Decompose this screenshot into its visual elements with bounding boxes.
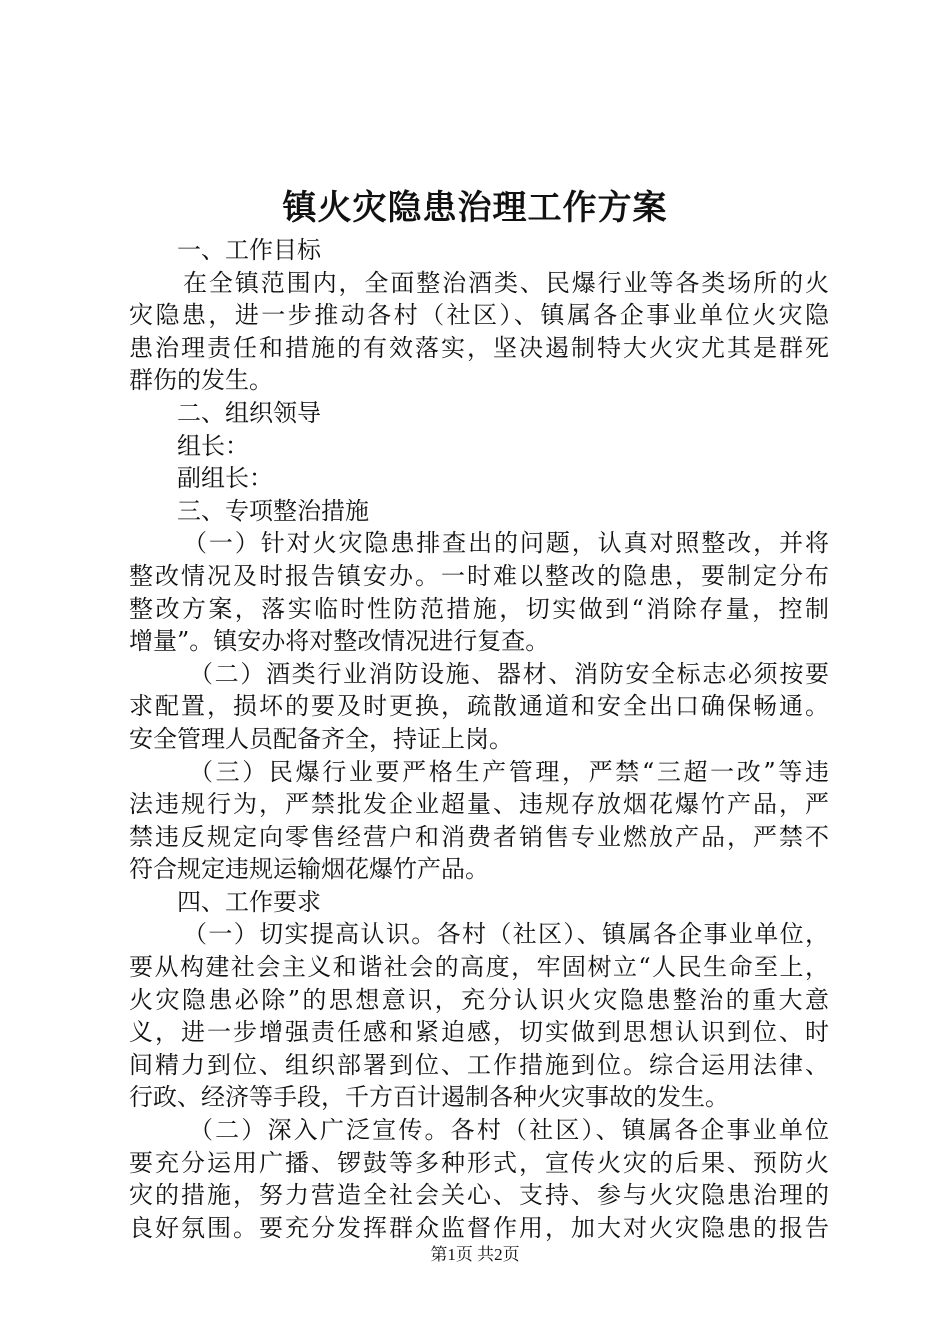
text-line: 灾隐患，进一步推动各村（社区）、镇属各企事业单位火灾隐 (129, 301, 829, 330)
text-line: 患治理责任和措施的有效落实，坚决遏制特大火灾尤其是群死 (129, 333, 829, 362)
text-line: 二、组织领导 (177, 398, 321, 427)
text-line: 求配置，损坏的要及时更换，疏散通道和安全出口确保畅通。 (129, 692, 829, 721)
text-line: 群伤的发生。 (129, 366, 273, 395)
text-line: 符合规定违规运输烟花爆竹产品。 (129, 855, 489, 884)
page-indicator: 第1页 共2页 (430, 1245, 520, 1264)
text-line: 要从构建社会主义和谐社会的高度，牢固树立“人民生命至上， (129, 953, 829, 982)
text-line: 禁违反规定向零售经营户和消费者销售专业燃放产品，严禁不 (129, 822, 829, 851)
text-line: 四、工作要求 (177, 887, 321, 916)
text-line: 行政、经济等手段，千方百计遏制各种火灾事故的发生。 (129, 1083, 729, 1112)
text-line: 要充分运用广播、锣鼓等多种形式，宣传火灾的后果、预防火 (129, 1148, 829, 1177)
text-line: 火灾隐患必除”的思想意识，充分认识火灾隐患整治的重大意 (129, 985, 829, 1014)
text-line: 副组长： (177, 464, 273, 493)
text-line: 组长： (177, 431, 249, 460)
text-line: 义，进一步增强责任感和紧迫感，切实做到思想认识到位、时 (129, 1018, 829, 1047)
document-title: 镇火灾隐患治理工作方案 (282, 188, 668, 228)
text-line: 三、专项整治措施 (177, 496, 369, 525)
text-line: （一）切实提高认识。各村（社区）、镇属各企事业单位， (183, 920, 829, 949)
text-line: 整改方案，落实临时性防范措施，切实做到“消除存量，控制 (129, 594, 829, 623)
text-line: 间精力到位、组织部署到位、工作措施到位。综合运用法律、 (129, 1050, 829, 1079)
text-line: 灾的措施，努力营造全社会关心、支持、参与火灾隐患治理的 (129, 1181, 829, 1210)
text-line: 一、工作目标 (177, 236, 321, 264)
text-line: 良好氛围。要充分发挥群众监督作用，加大对火灾隐患的报告 (129, 1213, 829, 1242)
text-line: 增量”。镇安办将对整改情况进行复查。 (129, 627, 550, 656)
document-body (129, 234, 829, 1244)
text-line: （一）针对火灾隐患排查出的问题，认真对照整改，并将 (183, 529, 829, 558)
text-line: 整改情况及时报告镇安办。一时难以整改的隐患，要制定分布 (129, 561, 829, 590)
text-line: 法违规行为，严禁批发企业超量、违规存放烟花爆竹产品，严 (129, 790, 829, 819)
text-line: 在全镇范围内，全面整治酒类、民爆行业等各类场所的火 (183, 268, 829, 297)
text-line: （二）深入广泛宣传。各村（社区）、镇属各企事业单位 (189, 1116, 829, 1145)
text-line: （二）酒类行业消防设施、器材、消防安全标志必须按要 (189, 659, 829, 688)
text-line: 安全管理人员配备齐全，持证上岗。 (129, 724, 513, 753)
text-line: （三）民爆行业要严格生产管理，严禁“三超一改”等违 (189, 757, 829, 786)
